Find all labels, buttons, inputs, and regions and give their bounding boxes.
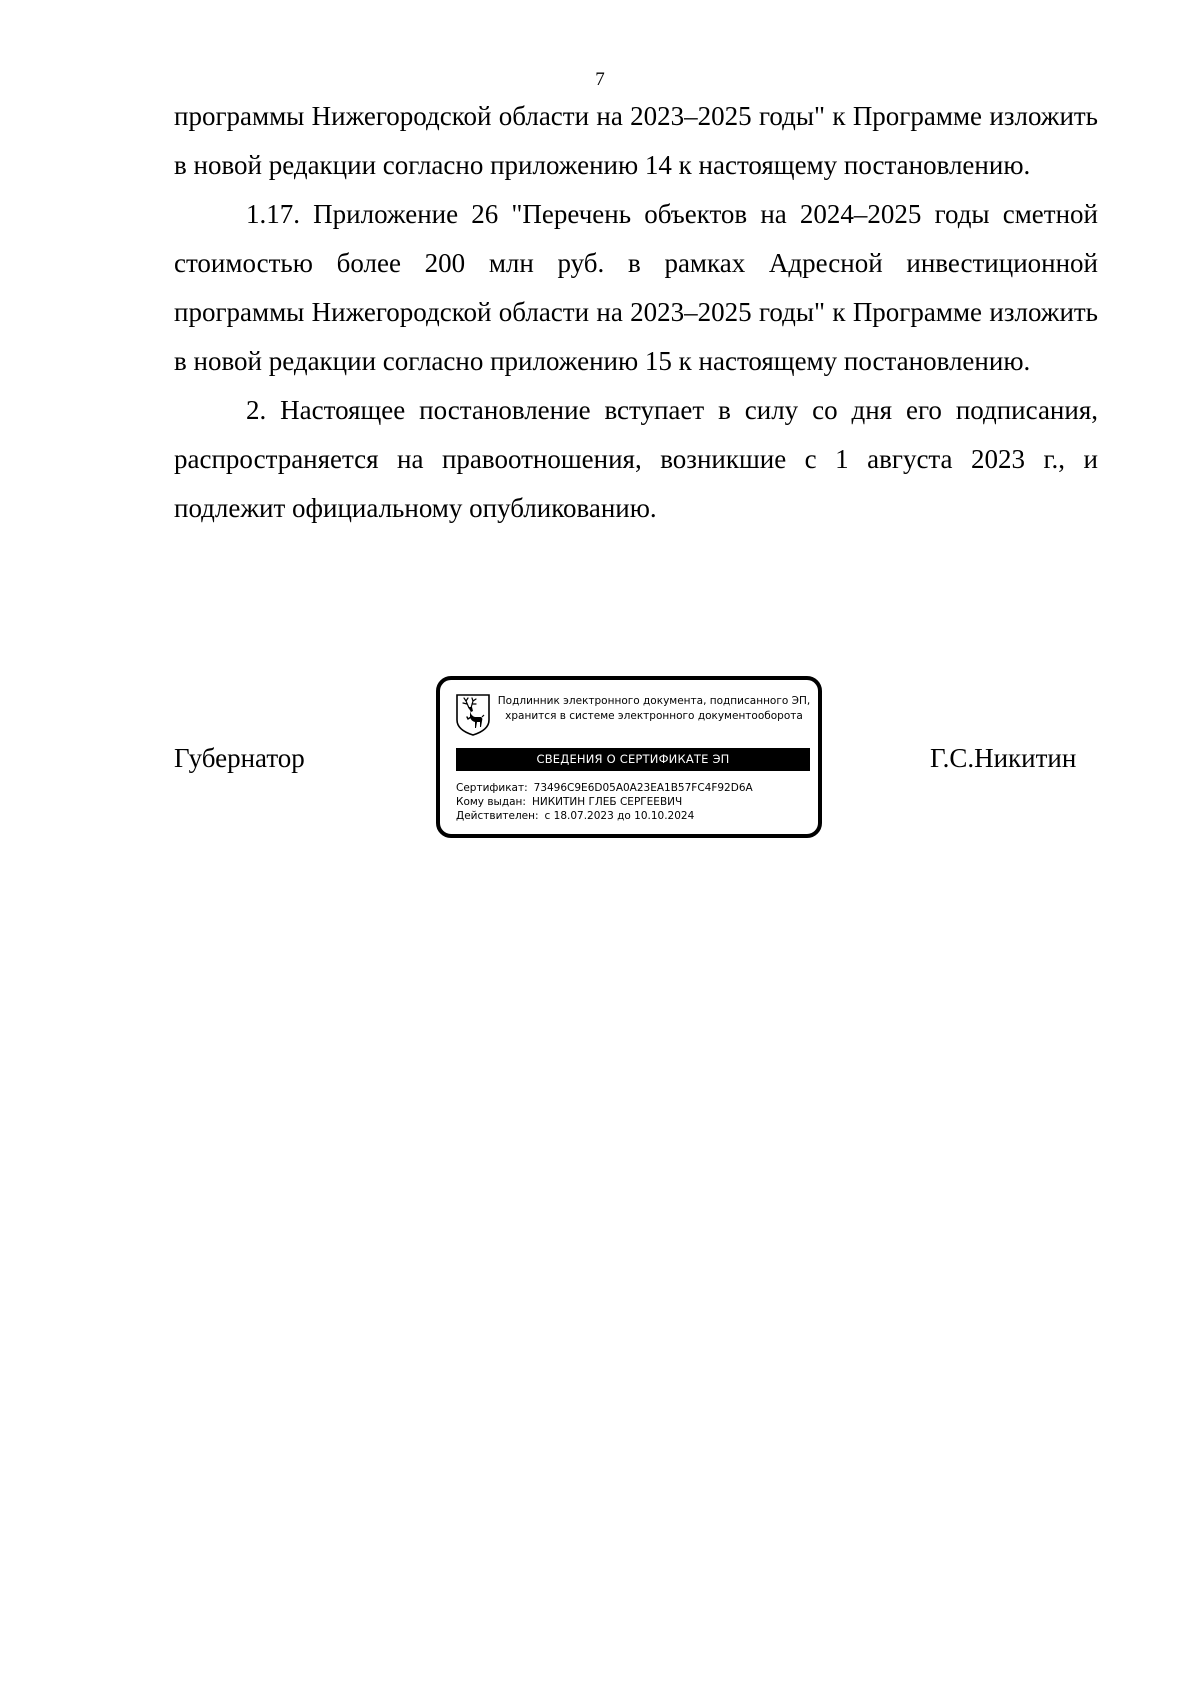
- issued-to-label: Кому выдан:: [456, 796, 526, 808]
- validity-label: Действителен:: [456, 810, 539, 822]
- certificate-details: [456, 781, 810, 823]
- validity-value: с 18.07.2023 до 10.10.2024: [544, 810, 695, 822]
- certificate-number-value: 73496C9E6D05A0A23EA1B57FC4F92D6A: [533, 782, 753, 794]
- stamp-header-line-2: хранится в системе электронного документооборота: [505, 710, 803, 722]
- issued-to-value: НИКИТИН ГЛЕБ СЕРГЕЕВИЧ: [531, 796, 683, 808]
- validity-row: [456, 809, 810, 823]
- electronic-signature-stamp: [436, 676, 822, 838]
- stamp-header-text: [496, 694, 812, 724]
- certificate-number-row: [456, 781, 810, 795]
- issued-to-row: [456, 795, 810, 809]
- signer-name: Г.С.Никитин: [930, 743, 1077, 773]
- certificate-number-label: Сертификат:: [456, 782, 528, 794]
- paragraph-clause-1-17: 1.17. Приложение 26 "Перечень объектов на 2024–2025 годы сметной стоимостью более 200 млн руб. в рамках Адресной инвестиционной программы Нижегородской области на 2023–2025 годы" к Программе изложить в новой редакции согласно приложению 15 к настоящему постановлению.: [174, 199, 1098, 376]
- paragraph-continuation: программы Нижегородской области на 2023–2025 годы" к Программе изложить в новой редакции согласно приложению 14 к настоящему постановлению.: [174, 101, 1098, 180]
- signature-block: [0, 676, 1200, 846]
- stamp-header-line-1: Подлинник электронного документа, подписанного ЭП,: [497, 695, 811, 707]
- document-body: [174, 92, 1098, 533]
- signer-position: Губернатор: [174, 743, 305, 773]
- certificate-info-title: СВЕДЕНИЯ О СЕРТИФИКАТЕ ЭП: [456, 748, 810, 771]
- page-number: 7: [595, 69, 605, 90]
- paragraph-clause-2: 2. Настоящее постановление вступает в силу со дня его подписания, распространяется на правоотношения, возникшие с 1 августа 2023 г., и подлежит официальному опубликованию.: [174, 395, 1098, 523]
- deer-coat-of-arms-icon: [456, 694, 490, 736]
